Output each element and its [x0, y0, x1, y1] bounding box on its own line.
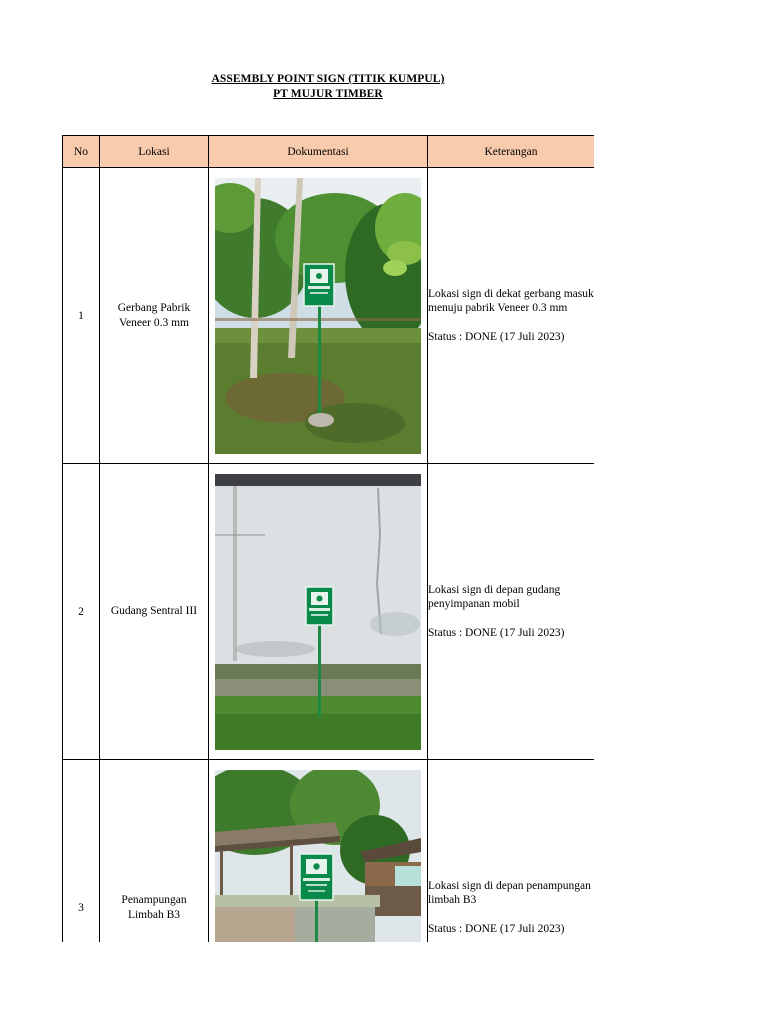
row-location [100, 760, 209, 943]
row-documentation [209, 168, 428, 464]
table-row [63, 464, 595, 760]
table-header-row [63, 136, 595, 168]
column-header-no: No [63, 136, 100, 168]
row-number: 2 [63, 464, 100, 760]
remarks-status: Status : DONE (17 Juli 2023) [428, 626, 565, 639]
row-remarks [428, 168, 595, 464]
remarks-description: Lokasi sign di depan gudang penyimpanan mobil [428, 583, 561, 611]
location-text: Penampungan Limbah B3 [121, 894, 187, 921]
column-header-dokumentasi: Dokumentasi [209, 136, 428, 168]
row-number: 1 [63, 168, 100, 464]
photo-sign-waste-storage [215, 770, 421, 942]
column-header-lokasi: Lokasi [100, 136, 209, 168]
assembly-point-table [62, 135, 594, 942]
row-documentation [209, 464, 428, 760]
document-title [0, 72, 656, 102]
location-text: Gudang Sentral III [110, 605, 198, 618]
photo-sign-near-gate [215, 178, 421, 454]
row-number: 3 [63, 760, 100, 943]
title-line-1: ASSEMBLY POINT SIGN (TITIK KUMPUL) [211, 73, 445, 85]
location-text: Gerbang Pabrik Veneer 0.3 mm [117, 302, 191, 329]
table-row [63, 760, 595, 943]
remarks-description: Lokasi sign di dekat gerbang masuk menuju pabrik Veneer 0.3 mm [428, 287, 594, 315]
remarks-description: Lokasi sign di depan penampungan limbah B3 [428, 879, 591, 907]
row-location [100, 464, 209, 760]
column-header-keterangan: Keterangan [428, 136, 595, 168]
remarks-status: Status : DONE (17 Juli 2023) [428, 330, 565, 343]
row-remarks [428, 464, 595, 760]
photo-sign-warehouse [215, 474, 421, 750]
row-documentation [209, 760, 428, 943]
row-remarks [428, 760, 595, 943]
table-row [63, 168, 595, 464]
row-location [100, 168, 209, 464]
title-line-2: PT MUJUR TIMBER [273, 88, 383, 100]
remarks-status: Status : DONE (17 Juli 2023) [428, 922, 565, 935]
